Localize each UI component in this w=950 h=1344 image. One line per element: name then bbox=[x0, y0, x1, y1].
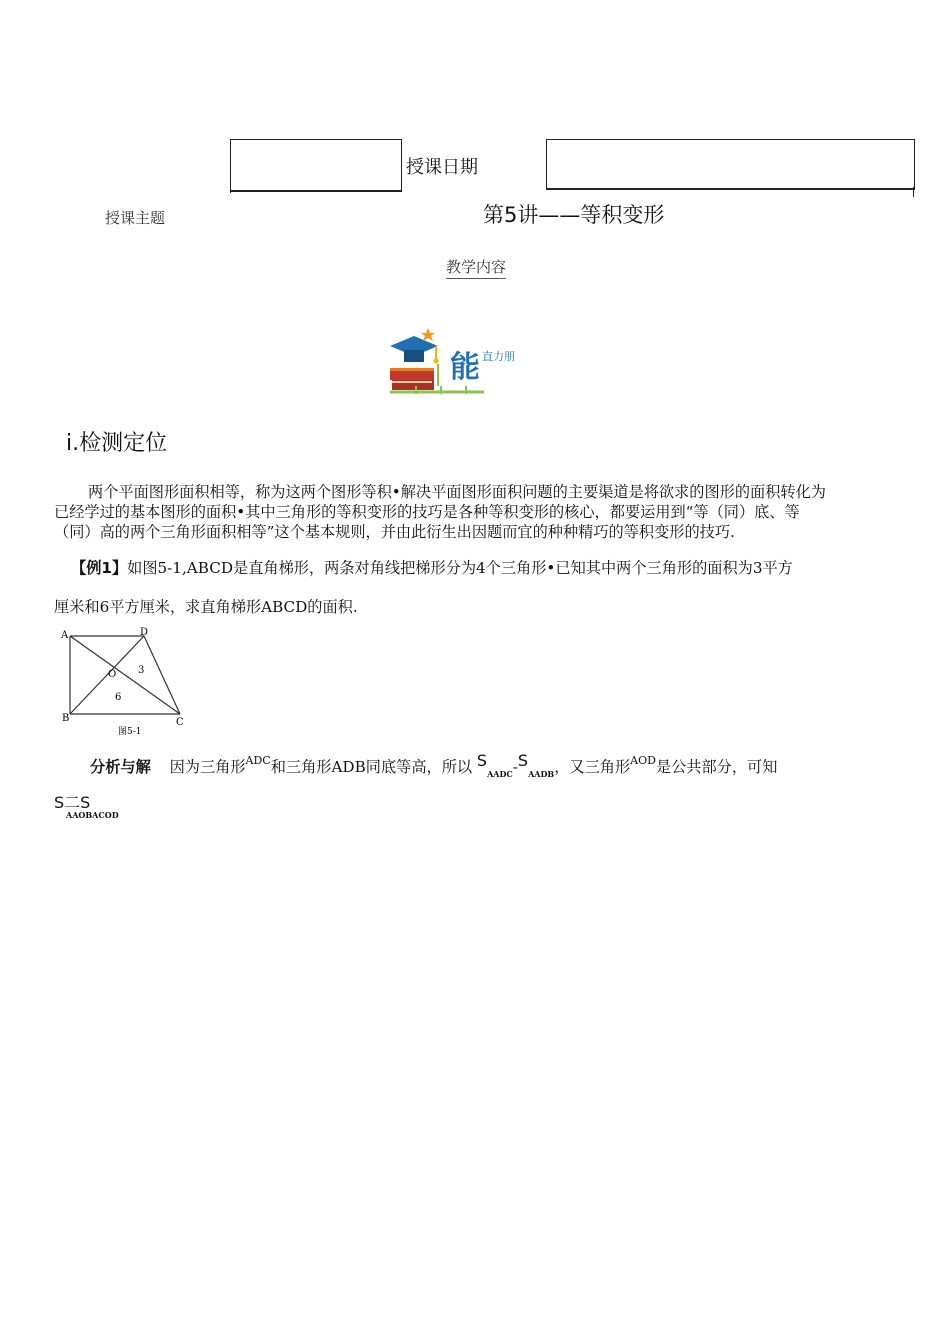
logo-small-text: 直力朋 bbox=[482, 350, 515, 363]
analysis-line bbox=[90, 751, 778, 779]
point-a: A bbox=[61, 630, 69, 641]
date-field-tail bbox=[913, 187, 914, 197]
example-line-1 bbox=[71, 557, 793, 578]
header-box-left-tail bbox=[230, 189, 231, 193]
intro-line-3: （同）高的两个三角形面积相等”这个基本规则，并由此衍生出因题而宜的种种精巧的等积变形的技巧. bbox=[54, 523, 735, 541]
example-text-1: 如图5-1,ABCD是直角梯形，两条对角线把梯形分为4个三角形•已知其中两个三角形的面积为3平方 bbox=[127, 559, 793, 577]
intro-line-2: 已经学过的基本图形的面积•其中三角形的等积变形的技巧是各种等积变形的核心，都要运用到“等（同）底、等 bbox=[54, 503, 800, 521]
logo-main-char: 能 bbox=[450, 350, 480, 385]
example-label: 【例1】 bbox=[71, 559, 128, 577]
area-6-label: 6 bbox=[115, 692, 122, 703]
analysis-sub-2: AADB bbox=[528, 769, 555, 779]
diagonal-ac bbox=[70, 636, 180, 714]
diagonal-bd bbox=[70, 636, 144, 714]
example-line-2: 厘米和6平方厘米，求直角梯形ABCD的面积. bbox=[54, 598, 358, 616]
analysis-sub-1: AADC bbox=[487, 769, 513, 779]
topic-label: 授课主题 bbox=[105, 209, 166, 227]
trapezoid-diagram bbox=[58, 626, 190, 740]
analysis-text-4: 是公共部分，可知 bbox=[655, 758, 778, 776]
analysis-text-3: ，又三角形 bbox=[554, 758, 631, 776]
point-o: O bbox=[108, 669, 117, 680]
date-field bbox=[546, 139, 915, 190]
date-label: 授课日期 bbox=[406, 157, 478, 178]
point-d: D bbox=[140, 627, 149, 638]
area-3-label: 3 bbox=[138, 665, 145, 676]
figure-caption: 图5-1 bbox=[118, 727, 142, 737]
analysis-s2: S bbox=[517, 751, 529, 770]
analysis-conclusion-sub: AAOBACOD bbox=[66, 810, 119, 820]
figure-5-1 bbox=[58, 626, 190, 740]
content-label: 教学内容 bbox=[446, 256, 506, 279]
intro-line-1: 两个平面图形面积相等，称为这两个图形等积•解决平面图形面积问题的主要渠道是将欲求的图形的面积转化为 bbox=[88, 483, 826, 501]
analysis-s1: S bbox=[476, 751, 488, 770]
analysis-text-2: 和三角形ADB同底等高，所以 bbox=[270, 758, 473, 776]
analysis-text-1: 因为三角形 bbox=[169, 758, 246, 776]
section-heading: i.检测定位 bbox=[66, 431, 168, 456]
analysis-dash: - bbox=[512, 758, 518, 776]
point-c: C bbox=[176, 717, 184, 728]
lecture-title: 第5讲——等积变形 bbox=[483, 203, 665, 227]
ability-logo bbox=[386, 326, 526, 398]
edge-dc bbox=[144, 636, 180, 714]
analysis-sup-aod: AOD bbox=[630, 754, 656, 767]
analysis-label: 分析与解 bbox=[90, 758, 151, 776]
header-box-left bbox=[230, 139, 402, 192]
analysis-sup-adc: ADC bbox=[245, 754, 271, 767]
point-b: B bbox=[62, 713, 70, 724]
analysis-conclusion: S二S bbox=[54, 793, 91, 812]
